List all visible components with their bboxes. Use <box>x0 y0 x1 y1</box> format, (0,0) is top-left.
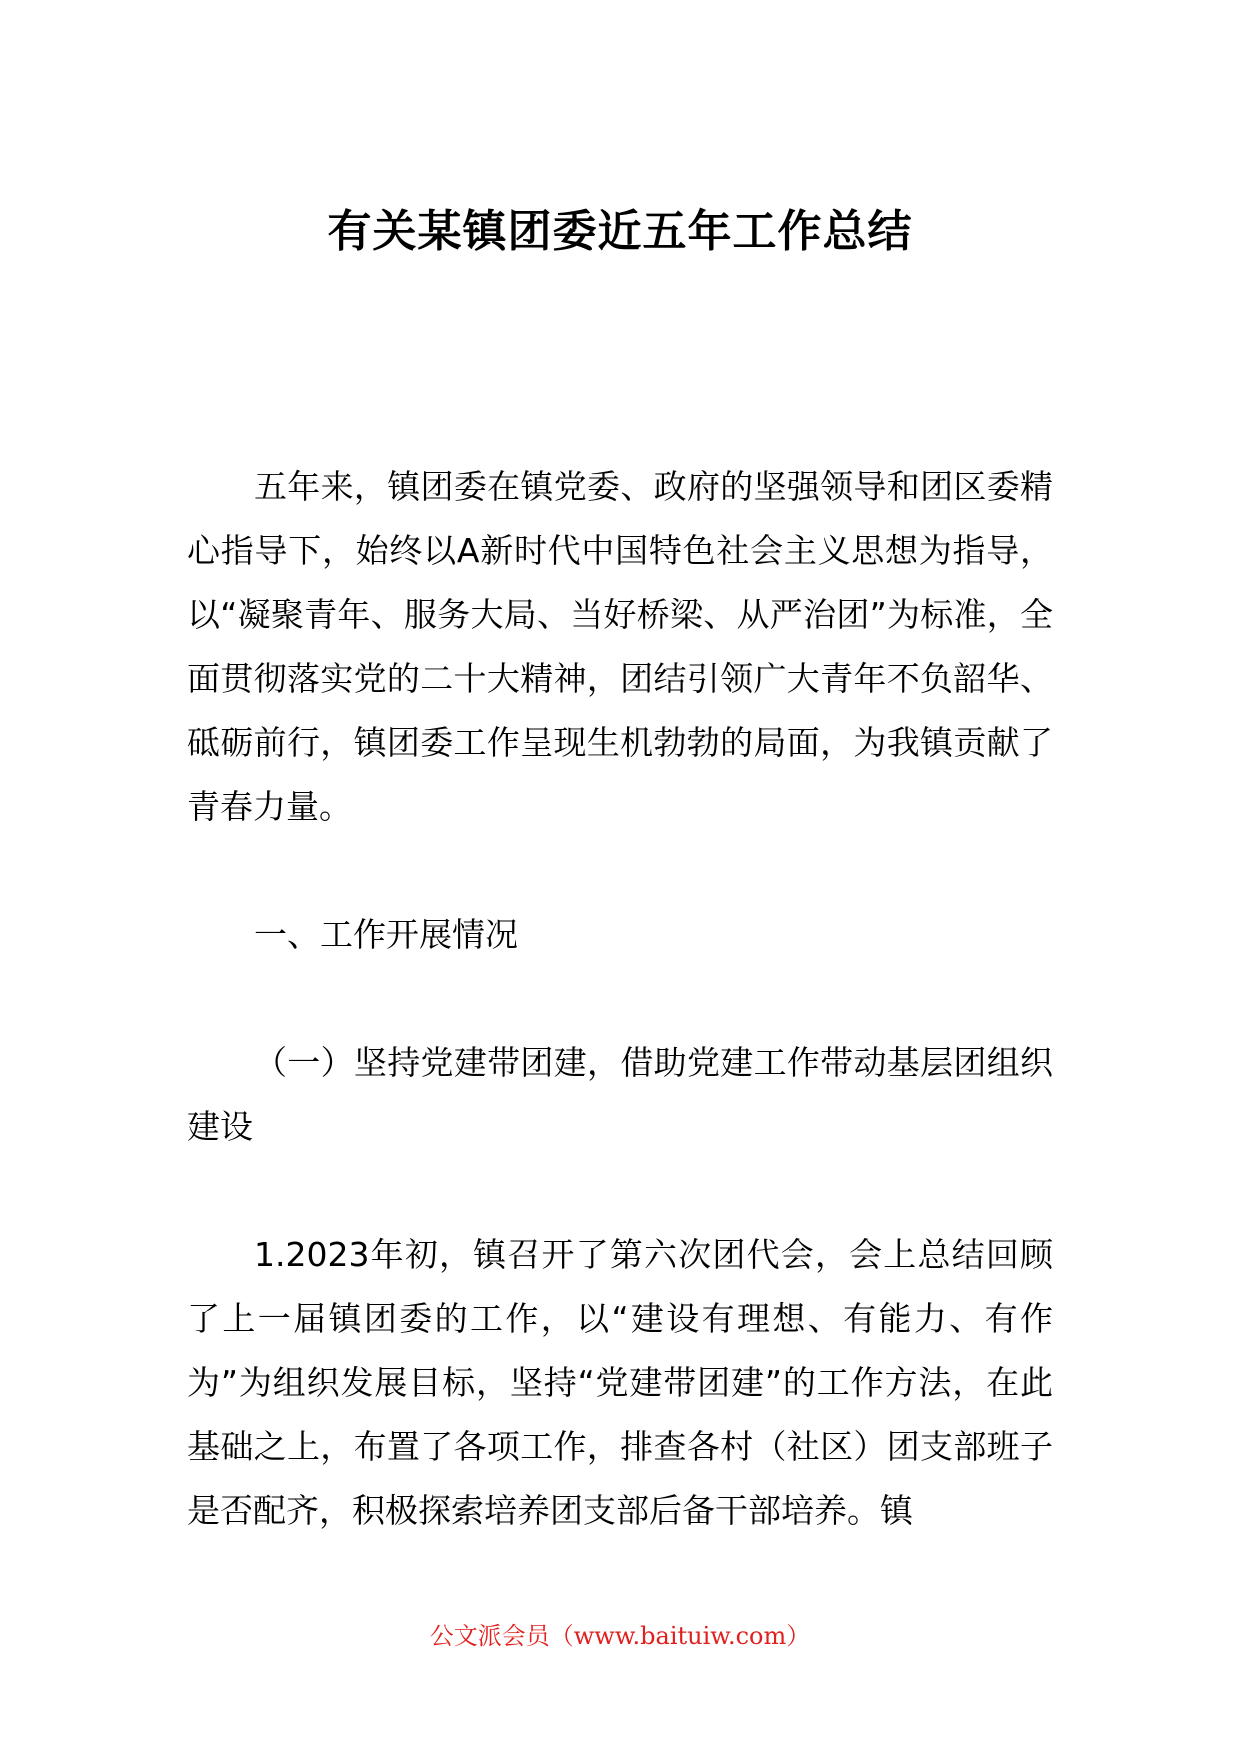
document-body <box>187 455 1053 1543</box>
subsection-heading: （一）坚持党建带团建，借助党建工作带动基层团组织建设 <box>187 1043 1053 1146</box>
body-paragraph: 1.2023年初，镇召开了第六次团代会，会上总结回顾了上一届镇团委的工作，以“建设有理想、有能力、有作为”为组织发展目标，坚持“党建带团建”的工作方法，在此基础之上，布置了各项工作，排查各村（社区）团支部班子是否配齐，积极探索培养团支部后备干部培养。镇 <box>187 1235 1053 1530</box>
document-title: 有关某镇团委近五年工作总结 <box>327 206 913 257</box>
footer-watermark: 公文派会员（www.baituiw.com） <box>429 1622 811 1650</box>
intro-paragraph: 五年来，镇团委在镇党委、政府的坚强领导和团区委精心指导下，始终以A新时代中国特色社会主义思想为指导，以“凝聚青年、服务大局、当好桥梁、从严治团”为标准，全面贯彻落实党的二十大精神，团结引领广大青年不负韶华、砥砺前行，镇团委工作呈现生机勃勃的局面，为我镇贡献了青春力量。 <box>187 467 1053 826</box>
section-heading: 一、工作开展情况 <box>254 915 518 954</box>
